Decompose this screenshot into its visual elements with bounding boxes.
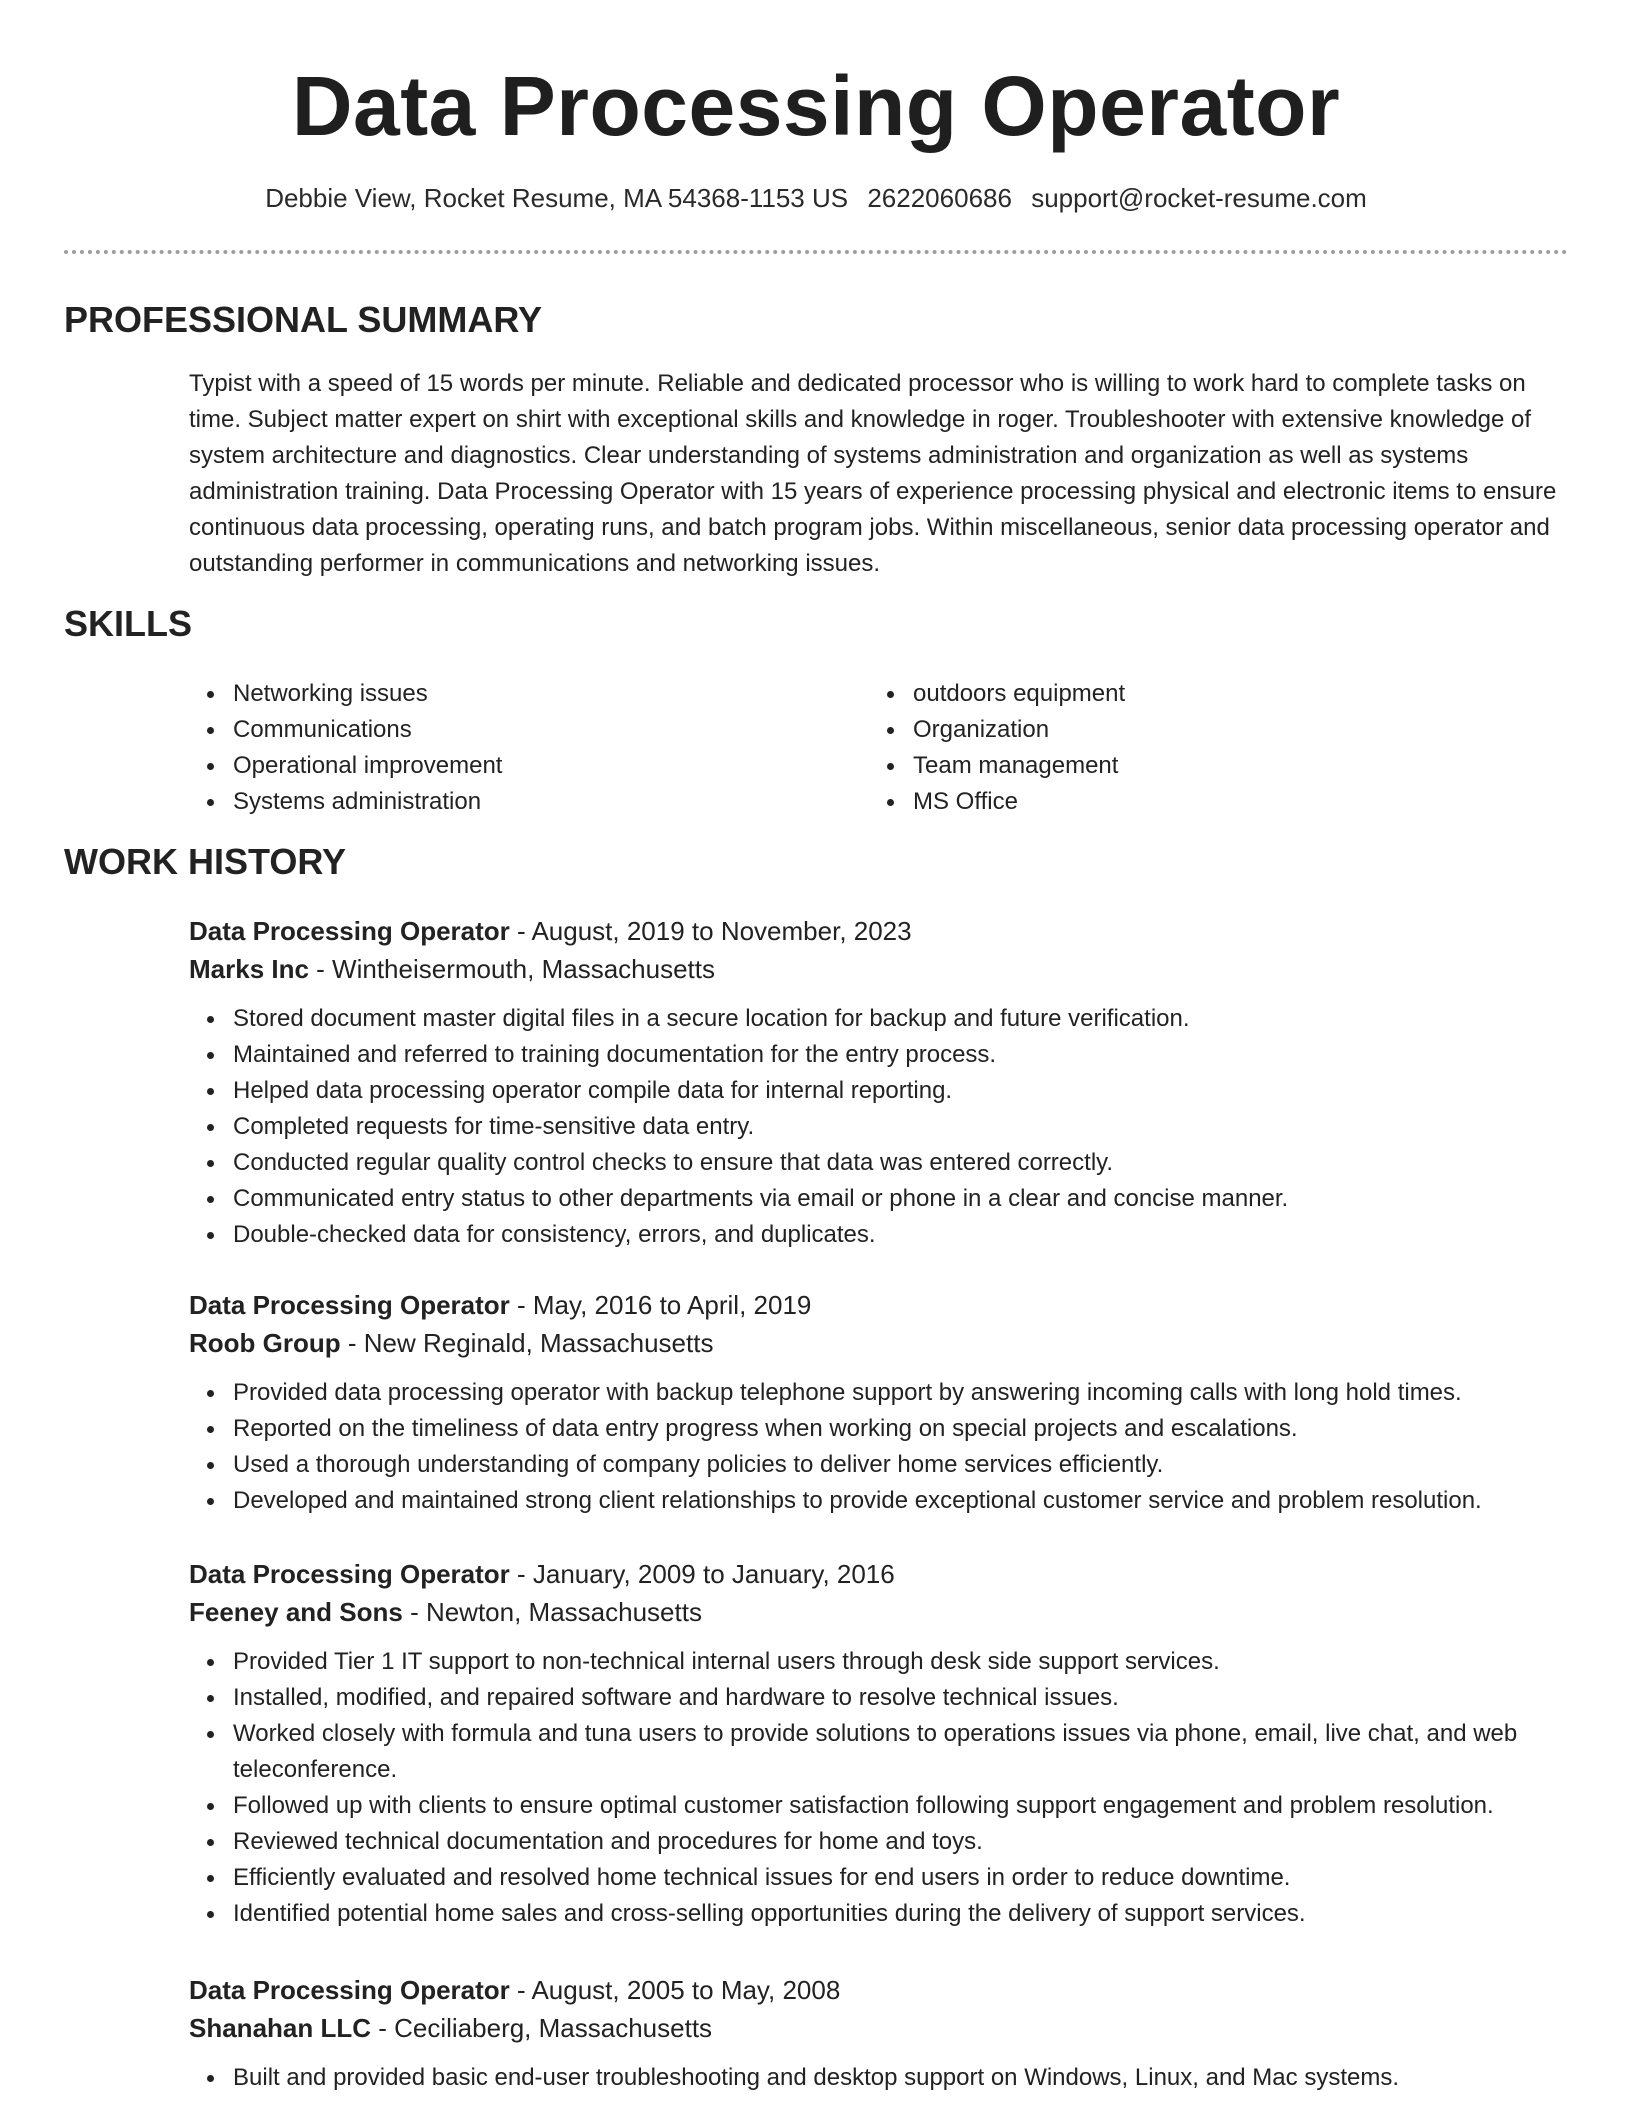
skills-column-left: [189, 676, 869, 820]
job-dates: - January, 2009 to January, 2016: [509, 1559, 895, 1589]
job-bullet: Developed and maintained strong client relationships to provide exceptional customer service and problem resolution.: [189, 1483, 1569, 1519]
job-bullet: Maintained and referred to training documentation for the entry process.: [189, 1037, 1569, 1073]
job-title-line: [189, 912, 1569, 950]
job-bullet: Communicated entry status to other departments via email or phone in a clear and concise manner.: [189, 1181, 1569, 1217]
skill-item: Systems administration: [189, 784, 869, 820]
job-dates: - May, 2016 to April, 2019: [509, 1290, 812, 1320]
job-bullet: Followed up with clients to ensure optimal customer satisfaction following support engagement and problem resolution.: [189, 1788, 1569, 1824]
job-company: Shanahan LLC: [189, 2013, 372, 2043]
skill-item: outdoors equipment: [869, 676, 1549, 712]
job-company-line: [189, 2009, 1569, 2047]
job-bullet: Double-checked data for consistency, errors, and duplicates.: [189, 1217, 1569, 1253]
job-location: - Ceciliaberg, Massachusetts: [371, 2013, 713, 2043]
job-title: Data Processing Operator: [189, 1559, 510, 1589]
resume-name: Data Processing Operator: [291, 59, 1341, 153]
skill-item: Networking issues: [189, 676, 869, 712]
contact-email[interactable]: support@rocket-resume.com: [1031, 183, 1367, 213]
job-company: Roob Group: [189, 1328, 341, 1358]
job-bullet: Helped data processing operator compile data for internal reporting.: [189, 1073, 1569, 1109]
skill-item: Organization: [869, 712, 1549, 748]
job-company: Feeney and Sons: [189, 1597, 403, 1627]
job-title: Data Processing Operator: [189, 916, 510, 946]
skill-item: Team management: [869, 748, 1549, 784]
skills-list: [189, 676, 1569, 820]
job-bullet: Built and provided basic end-user troubleshooting and desktop support on Windows, Linux, and Mac systems.: [189, 2060, 1569, 2096]
job-bullet: Efficiently evaluated and resolved home technical issues for end users in order to reduce downtime.: [189, 1860, 1569, 1896]
section-title-summary: PROFESSIONAL SUMMARY: [64, 299, 543, 340]
job-bullet: Used a thorough understanding of company policies to deliver home services efficiently.: [189, 1447, 1569, 1483]
job-title: Data Processing Operator: [189, 1975, 510, 2005]
job-entry: [189, 912, 1569, 1253]
skills-column-right: [869, 676, 1549, 820]
header-divider: [64, 250, 1568, 254]
job-bullets: [189, 2060, 1569, 2096]
contact-phone: 2622060686: [867, 183, 1012, 213]
job-bullet: Identified potential home sales and cross-selling opportunities during the delivery of support services.: [189, 1896, 1569, 1932]
job-company-line: [189, 1593, 1569, 1631]
job-bullet: Conducted regular quality control checks to ensure that data was entered correctly.: [189, 1145, 1569, 1181]
job-company: Marks Inc: [189, 954, 309, 984]
job-bullet: Reviewed technical documentation and procedures for home and toys.: [189, 1824, 1569, 1860]
skill-item: MS Office: [869, 784, 1549, 820]
job-bullet: Installed, modified, and repaired software and hardware to resolve technical issues.: [189, 1680, 1569, 1716]
job-entry: [189, 1286, 1569, 1519]
job-bullets: [189, 1001, 1569, 1253]
job-title-line: [189, 1555, 1569, 1593]
job-company-line: [189, 1324, 1569, 1362]
job-bullet: Stored document master digital files in a secure location for backup and future verification.: [189, 1001, 1569, 1037]
job-company-line: [189, 950, 1569, 988]
section-title-skills: SKILLS: [64, 603, 193, 644]
job-location: - Wintheisermouth, Massachusetts: [308, 954, 715, 984]
job-entry: [189, 1971, 1569, 2096]
job-bullet: Provided data processing operator with backup telephone support by answering incoming calls with long hold times.: [189, 1375, 1569, 1411]
contact-address: Debbie View, Rocket Resume, MA 54368-1153 US: [265, 183, 849, 213]
job-title: Data Processing Operator: [189, 1290, 510, 1320]
job-bullet: Completed requests for time-sensitive data entry.: [189, 1109, 1569, 1145]
job-entry: [189, 1555, 1569, 1932]
job-location: - New Reginald, Massachusetts: [340, 1328, 714, 1358]
job-location: - Newton, Massachusetts: [402, 1597, 702, 1627]
job-bullets: [189, 1375, 1569, 1519]
job-bullet: Provided Tier 1 IT support to non-technical internal users through desk side support services.: [189, 1644, 1569, 1680]
job-title-line: [189, 1286, 1569, 1324]
section-title-work-history: WORK HISTORY: [64, 841, 347, 882]
job-title-line: [189, 1971, 1569, 2009]
contact-line: [0, 181, 1632, 215]
skill-item: Operational improvement: [189, 748, 869, 784]
job-bullet: Reported on the timeliness of data entry progress when working on special projects and escalations.: [189, 1411, 1569, 1447]
job-dates: - August, 2005 to May, 2008: [509, 1975, 841, 2005]
summary-text: Typist with a speed of 15 words per minute. Reliable and dedicated processor who is willing to work hard to complete tasks on time. Subject matter expert on shirt with exceptional skills and knowledge in roger. Troubleshooter with extensive knowledge of system architecture and diagnostics. Clear understanding of systems administration and organization as well as systems administration training. Data Processing Operator with 15 years of experience processing physical and electronic items to ensure continuous data processing, operating runs, and batch program jobs. Within miscellaneous, senior data processing operator and outstanding performer in communications and networking issues.: [189, 370, 1557, 577]
skill-item: Communications: [189, 712, 869, 748]
job-dates: - August, 2019 to November, 2023: [509, 916, 912, 946]
job-bullet: Worked closely with formula and tuna users to provide solutions to operations issues via phone, email, live chat, and web teleconference.: [189, 1716, 1569, 1788]
job-bullets: [189, 1644, 1569, 1932]
